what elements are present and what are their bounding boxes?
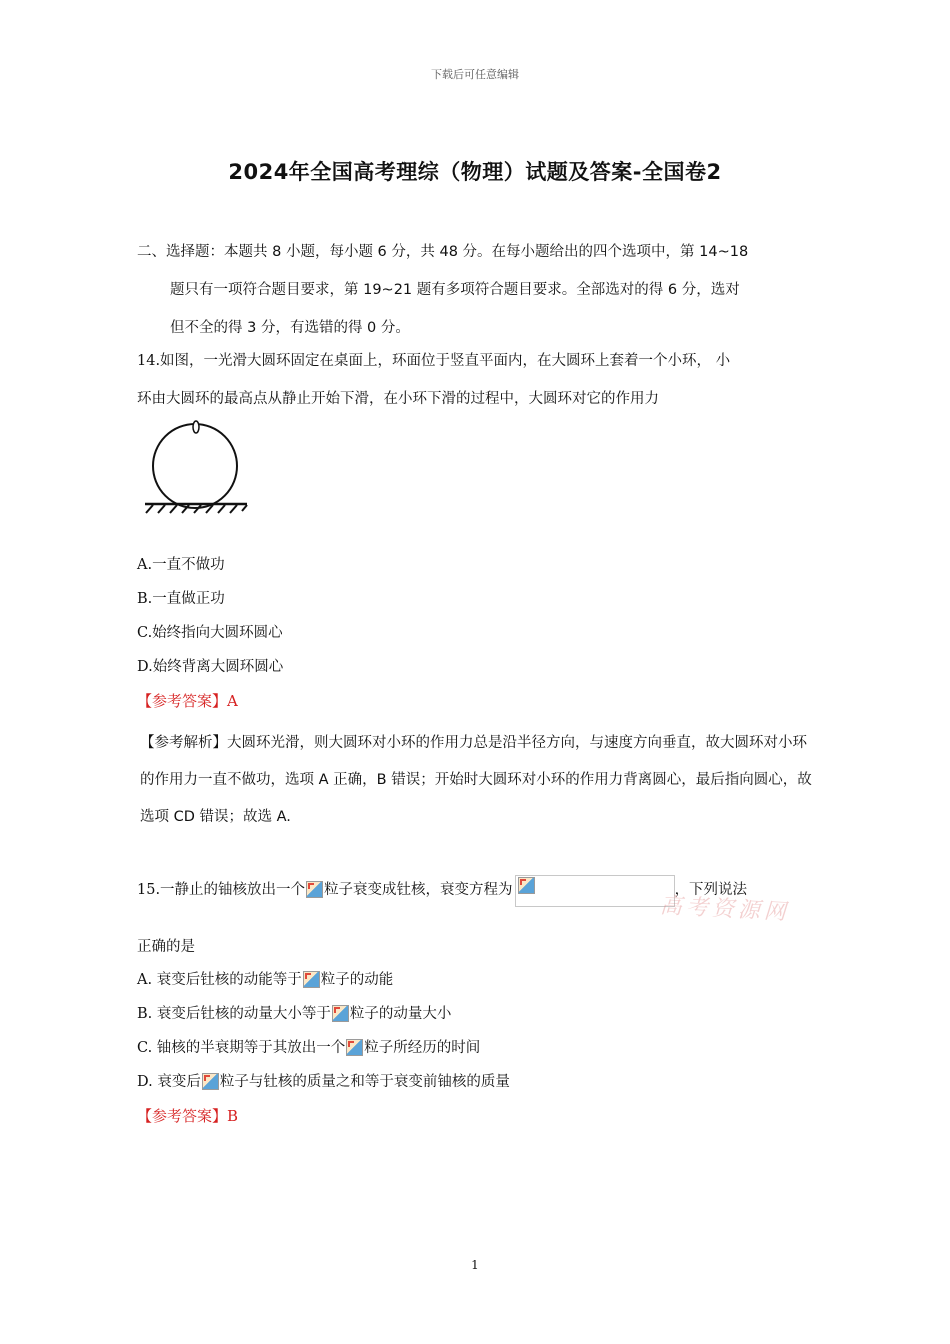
q15-stem-part-c: ，下列说法 — [674, 882, 748, 898]
decay-equation-broken-image-icon — [518, 877, 535, 894]
small-ring — [193, 421, 199, 433]
q14-analysis-line-2: 的作用力一直不做功，选项 A 正确，B 错误；开始时大圆环对小环的作用力背离圆心，最后指向圆心，故 — [140, 772, 812, 788]
q15-option-a-text-pre: A. 衰变后钍核的动能等于 — [137, 972, 302, 988]
q15-stem-line-2: 正确的是 — [137, 939, 195, 955]
q14-stem-line-1: 14.如图，一光滑大圆环固定在桌面上，环面位于竖直平面内，在大圆环上套着一个小环， 小 — [137, 353, 731, 369]
ring-on-table-figure — [143, 418, 249, 516]
q14-option-c: C.始终指向大圆环圆心 — [137, 625, 283, 641]
alpha-symbol-broken-image-icon — [202, 1073, 219, 1090]
q14-option-a: A.一直不做功 — [137, 557, 225, 573]
table-hatching — [146, 505, 247, 513]
header-note: 下载后可任意编辑 — [431, 68, 519, 81]
q14-analysis-line-1 — [140, 731, 807, 752]
q14-option-d: D.始终背离大圆环圆心 — [137, 659, 284, 675]
q15-option-c — [137, 1036, 480, 1057]
q15-option-b-text-post: 粒子的动量大小 — [349, 1006, 452, 1022]
q15-option-a — [137, 968, 393, 989]
q15-option-d-text-post: 粒子与钍核的质量之和等于衰变前铀核的质量 — [219, 1074, 510, 1090]
analysis-label: 【参考解析】 — [140, 735, 227, 751]
q14-stem-line-2: 环由大圆环的最高点从静止开始下滑，在小环下滑的过程中，大圆环对它的作用力 — [137, 391, 659, 407]
q15-option-a-text-post: 粒子的动能 — [320, 972, 394, 988]
alpha-symbol-broken-image-icon — [306, 881, 323, 898]
watermark: 高考资源网 — [659, 893, 791, 926]
alpha-symbol-broken-image-icon — [332, 1005, 349, 1022]
alpha-symbol-broken-image-icon — [303, 971, 320, 988]
q15-option-d — [137, 1070, 510, 1091]
q15-option-b — [137, 1002, 451, 1023]
alpha-symbol-broken-image-icon — [346, 1039, 363, 1056]
q14-option-b: B.一直做正功 — [137, 591, 225, 607]
q15-answer: 【参考答案】B — [137, 1107, 239, 1125]
analysis-text-1: 大圆环光滑，则大圆环对小环的作用力总是沿半径方向，与速度方向垂直，故大圆环对小环 — [227, 735, 807, 751]
q15-stem-part-a: 15.一静止的铀核放出一个 — [137, 882, 306, 898]
page-number: 1 — [471, 1258, 479, 1272]
q15-stem-part-b: 粒子衰变成钍核，衰变方程为 — [324, 882, 513, 898]
document-title: 2024年全国高考理综（物理）试题及答案-全国卷2 — [228, 160, 722, 184]
q15-stem-line-1 — [137, 875, 747, 907]
section-instructions-line-2: 题只有一项符合题目要求，第 19~21 题有多项符合题目要求。全部选对的得 6 分，选对 — [170, 282, 740, 298]
large-ring — [153, 424, 237, 508]
q15-option-d-text-pre: D. 衰变后 — [137, 1074, 201, 1090]
q15-option-b-text-pre: B. 衰变后钍核的动量大小等于 — [137, 1006, 331, 1022]
section-instructions-line-1: 二、选择题：本题共 8 小题，每小题 6 分，共 48 分。在每小题给出的四个选项中，第 14~18 — [137, 244, 749, 260]
q15-option-c-text-pre: C. 铀核的半衰期等于其放出一个 — [137, 1040, 346, 1056]
q14-answer: 【参考答案】A — [137, 692, 238, 710]
decay-equation-image — [515, 875, 675, 907]
q14-analysis-line-3: 选项 CD 错误；故选 A. — [140, 809, 291, 825]
section-instructions-line-3: 但不全的得 3 分，有选错的得 0 分。 — [170, 320, 410, 336]
q15-option-c-text-post: 粒子所经历的时间 — [364, 1040, 481, 1056]
